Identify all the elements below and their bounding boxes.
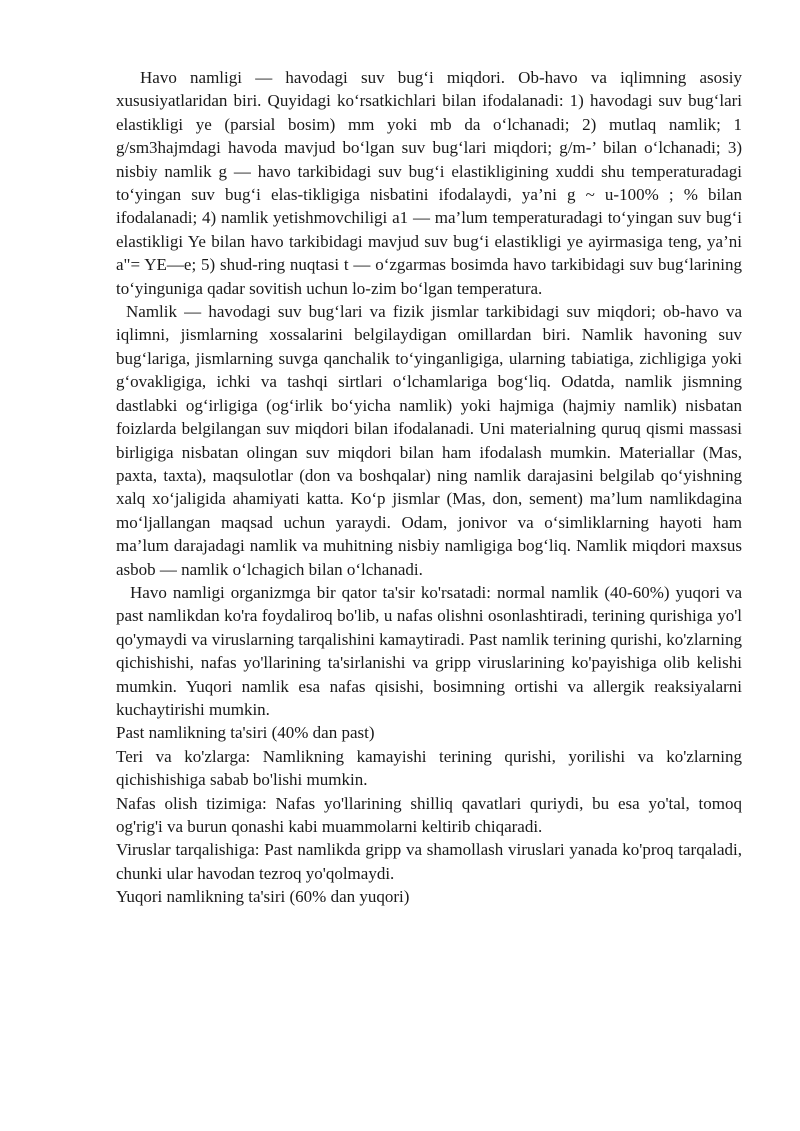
document-page (116, 66, 742, 909)
heading-low-humidity: Past namlikning ta'siri (40% dan past) (116, 723, 375, 743)
item-viruses: Viruslar tarqalishiga: Past namlikda gripp va shamollash viruslari yanada ko'proq tarqaladi, chunki ular havodan tezroq yo'qolmaydi. (116, 840, 742, 883)
paragraph-havo-namligi-definition: Havo namligi — havodagi suv bug‘i miqdori. Ob-havo va iqlimning asosiy xususiyatlaridan biri. Quyidagi ko‘rsatkichlari bilan ifodalanadi: 1) havodagi suv bug‘lari elastikligi ye (parsial bosim) mm yoki mb da o‘lchanadi; 2) mutlaq namlik; 1 g/sm3hajmdagi havoda mavjud bo‘lgan suv bug‘lari miqdori; g/m-’ bilan o‘lchanadi; 3) nisbiy namlik g — havo tarkibidagi suv bug‘i elastikligining xuddi shu temperaturadagi to‘yingan suv bug‘i elas-tikligiga nisbatini ifodalaydi, ya’ni g ~ u-100% ; % bilan ifodalanadi; 4) namlik yetishmovchiligi a1 — ma’lum temperaturadagi to‘yingan suv bug‘i elastikligi Ye bilan havo tarkibidagi mavjud suv bug‘i elastikligi ye ayirmasiga teng, ya’ni a"= YE—e; 5) shud-ring nuqtasi t — o‘zgarmas bosimda havo tarkibidagi suv bug‘larining to‘yinguniga qadar sovitish uchun lo-zim bo‘lgan temperatura. (116, 68, 742, 298)
item-skin-eyes: Teri va ko'zlarga: Namlikning kamayishi terining qurishi, yorilishi va ko'zlarning qichishishiga sabab bo'lishi mumkin. (116, 746, 742, 790)
paragraph-namlik-definition: Namlik — havodagi suv bug‘lari va fizik jismlar tarkibidagi suv miqdori; ob-havo va iqlimni, jismlarning xossalarini belgilaydigan omillardan biri. Namlik havoning suv bug‘lariga, jismlarning suvga qanchalik to‘yinganligiga, ularning tabiatiga, zichligiga yoki g‘ovakligiga, ichki va tashqi sirtlari o‘lchamlariga bog‘liq. Odatda, namlik jismning dastlabki og‘irligiga (og‘irlik bo‘yicha namlik) yoki hajmiga (hajmiy namlik) nisbatan foizlarda belgilangan suv miqdori bilan ifodalanadi. Uni materialning quruq qismi massasi birligiga nisbatan olingan suv miqdori bilan ham ifodalash mumkin. Materiallar (Mas, paxta, taxta), maqsulotlar (don va boshqalar) ning namlik darajasini belgilab qo‘yishning xalq xo‘jaligida ahamiyati katta. Ko‘p jismlar (Mas, don, sement) ma’lum namlikdagina mo‘ljallangan maqsad uchun yaraydi. Odam, jonivor va o‘simliklarning hayoti ham ma’lum darajadagi namlik va muhitning nisbiy namligiga bog‘liq. Namlik miqdori maxsus asbob — namlik o‘lchagich bilan o‘lchanadi. (116, 302, 742, 579)
paragraph-health-effects: Havo namligi organizmga bir qator ta'sir ko'rsatadi: normal namlik (40-60%) yuqori va past namlikdan ko'ra foydaliroq bo'lib, u nafas olishni osonlashtiradi, terining qurishiga yo'l qo'ymaydi va viruslarning tarqalishini kamaytiradi. Past namlik terining qurishi, ko'zlarning qichishishi, nafas yo'llarining ta'sirlanishi va gripp viruslarining ko'payishiga olib kelishi mumkin. Yuqori namlik esa nafas qisishi, bosimning ortishi va allergik reaksiyalarni kuchaytirishi mumkin. (116, 582, 742, 719)
heading-high-humidity: Yuqori namlikning ta'siri (60% dan yuqori) (116, 887, 410, 907)
item-respiratory: Nafas olish tizimiga: Nafas yo'llarining shilliq qavatlari quriydi, bu esa yo'tal, tomoq og'rig'i va burun qonashi kabi muammolarni keltirib chiqaradi. (116, 793, 742, 836)
